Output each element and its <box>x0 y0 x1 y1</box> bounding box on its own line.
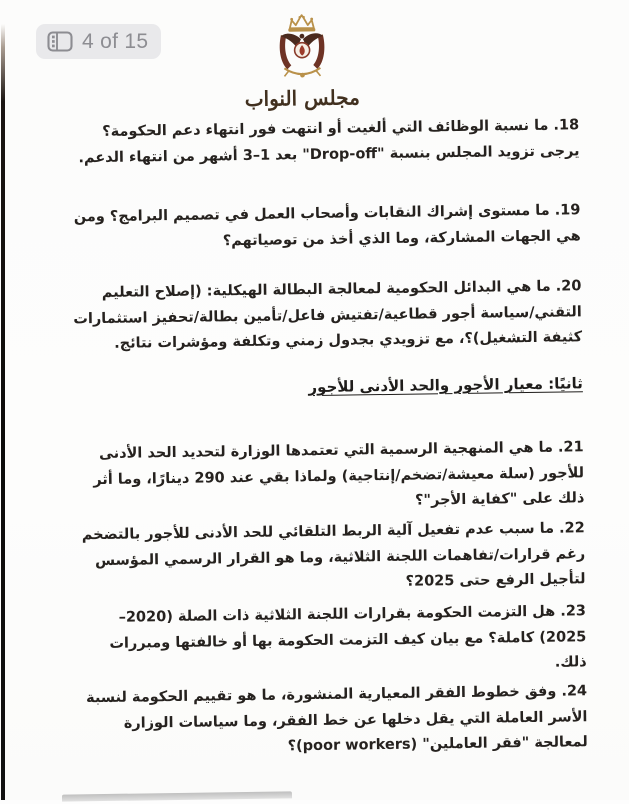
question-21: 21. ما هي المنهجية الرسمية التي تعتمدها الوزارة لتحديد الحد الأدنى للأجور (سلة معيشة/تضخم/إنتاجية) ولماذا بقي عند 290 دينارًا، وما أثر ذلك على "كفاية الأجر"؟ <box>93 439 585 509</box>
question-24: 24. وفق خطوط الفقر المعيارية المنشورة، ما هو تقييم الحكومة لنسبة الأسر العاملة التي يقل دخلها عن خط الفقر، وما سياسات الوزارة لمعالجة "فقر العاملين" (poor workers)؟ <box>85 683 588 755</box>
jordan-coat-of-arms-icon <box>270 12 333 85</box>
page-thumbnails-icon <box>47 31 73 52</box>
page-indicator-pill[interactable] <box>36 24 161 59</box>
section-heading: ثانيًا: معيار الأجور والحد الأدنى للأجور <box>308 374 583 397</box>
question-19: 19. ما مستوى إشراك النقابات وأصحاب العمل في تصميم البرامج؟ ومن هي الجهات المشاركة، وما الذي أخذ من توصياتهم؟ <box>73 202 581 249</box>
photo-edge <box>1 24 5 800</box>
page-indicator-label: 4 of 15 <box>82 29 149 53</box>
question-23: 23. هل التزمت الحكومة بقرارات اللجنة الثلاثية ذات الصلة (2020–2025) كاملة؟ مع بيان كيف التزمت الحكومة بها أو خالفتها ومبررات ذلك. <box>109 603 587 671</box>
question-20: 20. ما هي البدائل الحكومية لمعالجة البطالة الهيكلية: (إصلاح التعليم التقني/سياسة أجور قطاعية/تفتيش فاعل/تأمين بطالة/تحفيز استثمارات كثيفة التشغيل)؟، مع تزويدي بجدول زمني وتكلفة ومؤشرات نتائج. <box>73 278 583 352</box>
question-22: 22. ما سبب عدم تفعيل آلية الربط التلقائي للحد الأدنى للأجور بالتضخم رغم قرارات/تفاهمات اللجنة الثلاثية، وما هو القرار الرسمي المؤسس لتأجيل الرفع حتى 2025؟ <box>81 520 586 590</box>
emblem-caption: مجلس النواب <box>244 85 360 111</box>
question-18: 18. ما نسبة الوظائف التي ألغيت أو انتهت فور انتهاء دعم الحكومة؟ يرجى تزويد المجلس بنسبة "Drop-off" بعد 1–3 أشهر من انتهاء الدعم. <box>78 117 580 166</box>
